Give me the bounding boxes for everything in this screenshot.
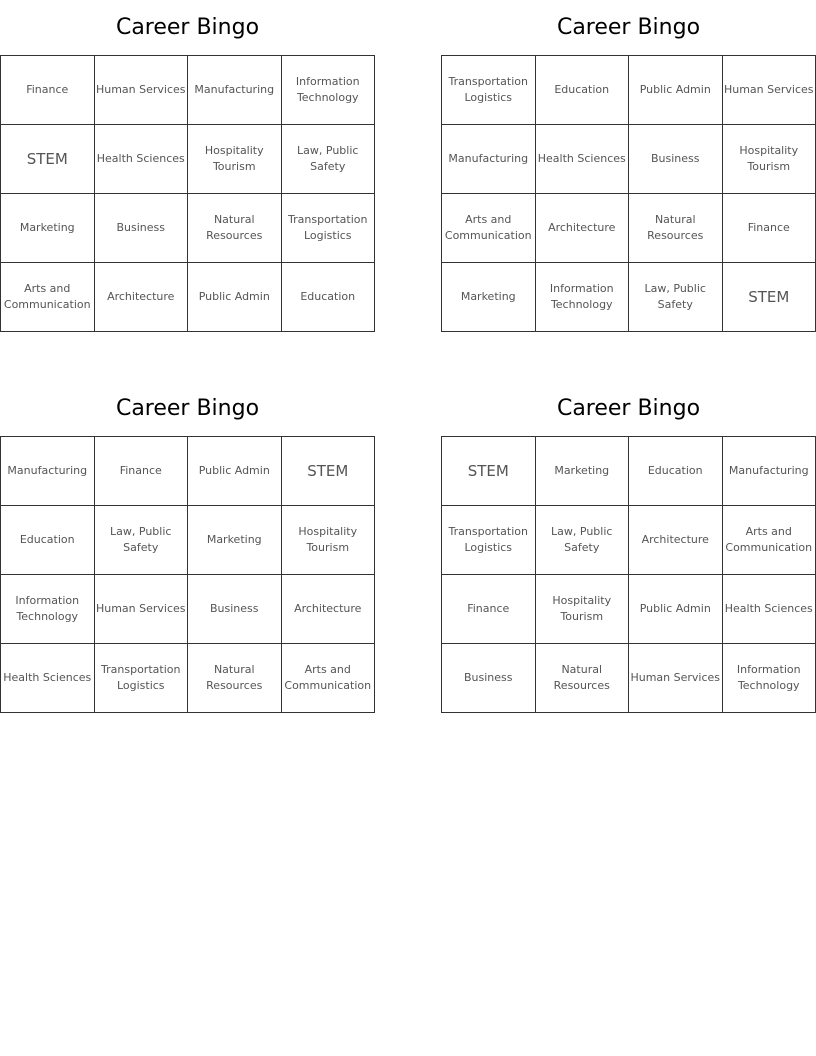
grid-cell: STEM bbox=[281, 437, 375, 506]
grid-row bbox=[1, 194, 375, 263]
grid-cell: Information Technology bbox=[281, 56, 375, 125]
bingo-grid bbox=[0, 55, 375, 332]
grid-cell: Law, Public Safety bbox=[629, 263, 723, 332]
grid-cell: Architecture bbox=[281, 575, 375, 644]
grid-cell: Law, Public Safety bbox=[281, 125, 375, 194]
card-title-text: Career Bingo bbox=[115, 15, 260, 40]
card-title bbox=[441, 0, 816, 55]
grid-cell: Manufacturing bbox=[722, 437, 816, 506]
grid-cell: Architecture bbox=[629, 506, 723, 575]
grid-row bbox=[1, 437, 375, 506]
grid-cell: STEM bbox=[442, 437, 536, 506]
grid-cell: Finance bbox=[1, 56, 95, 125]
grid-row bbox=[442, 56, 816, 125]
grid-cell: Transportation Logistics bbox=[94, 644, 188, 713]
grid-row bbox=[1, 575, 375, 644]
grid-cell: Business bbox=[629, 125, 723, 194]
grid-cell: Health Sciences bbox=[722, 575, 816, 644]
grid-cell: STEM bbox=[1, 125, 95, 194]
grid-row bbox=[442, 437, 816, 506]
bingo-card bbox=[441, 0, 816, 332]
card-title-text: Career Bingo bbox=[115, 396, 260, 421]
grid-row bbox=[442, 125, 816, 194]
grid-cell: Arts and Communication bbox=[1, 263, 95, 332]
grid-cell: Arts and Communication bbox=[722, 506, 816, 575]
grid-cell: Natural Resources bbox=[188, 644, 282, 713]
bingo-grid bbox=[441, 55, 816, 332]
grid-cell: Finance bbox=[94, 437, 188, 506]
grid-cell: Marketing bbox=[442, 263, 536, 332]
grid-cell: Hospitality Tourism bbox=[535, 575, 629, 644]
card-title bbox=[0, 0, 375, 55]
bingo-card bbox=[441, 381, 816, 713]
grid-cell: Human Services bbox=[94, 56, 188, 125]
grid-row bbox=[442, 263, 816, 332]
grid-cell: Law, Public Safety bbox=[94, 506, 188, 575]
grid-cell: Transportation Logistics bbox=[442, 56, 536, 125]
bingo-grid bbox=[441, 436, 816, 713]
grid-row bbox=[1, 506, 375, 575]
grid-cell: Arts and Communication bbox=[442, 194, 536, 263]
grid-cell: Architecture bbox=[535, 194, 629, 263]
grid-cell: Transportation Logistics bbox=[281, 194, 375, 263]
grid-cell: Arts and Communication bbox=[281, 644, 375, 713]
grid-cell: Marketing bbox=[1, 194, 95, 263]
grid-row bbox=[1, 263, 375, 332]
grid-cell: Health Sciences bbox=[94, 125, 188, 194]
grid-row bbox=[1, 644, 375, 713]
grid-cell: Human Services bbox=[94, 575, 188, 644]
card-title-text: Career Bingo bbox=[556, 396, 701, 421]
grid-cell: Business bbox=[188, 575, 282, 644]
grid-cell: Public Admin bbox=[629, 56, 723, 125]
bingo-card bbox=[0, 0, 375, 332]
grid-cell: Information Technology bbox=[722, 644, 816, 713]
grid-row bbox=[442, 194, 816, 263]
grid-row bbox=[442, 575, 816, 644]
grid-cell: Human Services bbox=[629, 644, 723, 713]
card-title bbox=[0, 381, 375, 436]
grid-cell: Natural Resources bbox=[535, 644, 629, 713]
grid-cell: Law, Public Safety bbox=[535, 506, 629, 575]
bingo-card bbox=[0, 381, 375, 713]
grid-row bbox=[442, 644, 816, 713]
card-title bbox=[441, 381, 816, 436]
grid-cell: Hospitality Tourism bbox=[281, 506, 375, 575]
grid-cell: Manufacturing bbox=[1, 437, 95, 506]
grid-cell: Hospitality Tourism bbox=[188, 125, 282, 194]
grid-cell: Finance bbox=[442, 575, 536, 644]
grid-row bbox=[1, 56, 375, 125]
grid-cell: Public Admin bbox=[629, 575, 723, 644]
grid-cell: STEM bbox=[722, 263, 816, 332]
grid-cell: Public Admin bbox=[188, 263, 282, 332]
grid-cell: Information Technology bbox=[1, 575, 95, 644]
grid-cell: Business bbox=[442, 644, 536, 713]
grid-cell: Manufacturing bbox=[442, 125, 536, 194]
grid-cell: Marketing bbox=[188, 506, 282, 575]
bingo-grid bbox=[0, 436, 375, 713]
grid-cell: Architecture bbox=[94, 263, 188, 332]
grid-row bbox=[442, 506, 816, 575]
grid-cell: Education bbox=[629, 437, 723, 506]
grid-cell: Education bbox=[281, 263, 375, 332]
card-title-text: Career Bingo bbox=[556, 15, 701, 40]
grid-cell: Education bbox=[1, 506, 95, 575]
grid-cell: Marketing bbox=[535, 437, 629, 506]
grid-cell: Hospitality Tourism bbox=[722, 125, 816, 194]
grid-cell: Manufacturing bbox=[188, 56, 282, 125]
grid-cell: Transportation Logistics bbox=[442, 506, 536, 575]
grid-cell: Human Services bbox=[722, 56, 816, 125]
grid-cell: Public Admin bbox=[188, 437, 282, 506]
grid-cell: Natural Resources bbox=[629, 194, 723, 263]
grid-cell: Health Sciences bbox=[1, 644, 95, 713]
grid-row bbox=[1, 125, 375, 194]
grid-cell: Natural Resources bbox=[188, 194, 282, 263]
grid-cell: Education bbox=[535, 56, 629, 125]
grid-cell: Business bbox=[94, 194, 188, 263]
grid-cell: Finance bbox=[722, 194, 816, 263]
grid-cell: Health Sciences bbox=[535, 125, 629, 194]
grid-cell: Information Technology bbox=[535, 263, 629, 332]
